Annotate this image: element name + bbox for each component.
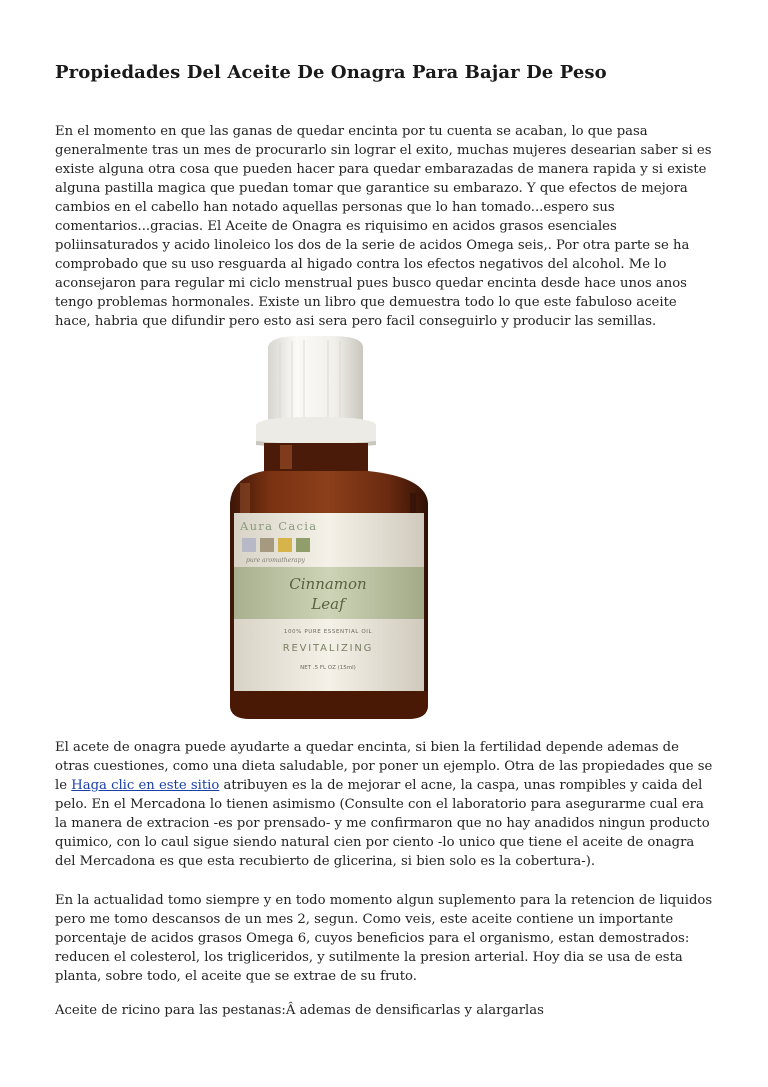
label-benefit: REVITALIZING [282,643,374,654]
paragraph-supplement: En la actualidad tomo siempre y en todo momento algun suplemento para la retencion de liquidos pero me tomo descansos de un mes 2, segun. Como veis, este aceite contiene un importante porcentaje de acidos grasos Omega 6, cuyos beneficios para el organismo, estan demostrados: reducen el colesterol, los trigliceridos, y sutilmente la presion arterial. Hoy dia se usa de esta planta, sobre todo, el aceite que se extrae de su fruto. [55,893,713,984]
paragraph-fertility-text-2: atribuyen es la de mejorar el acne, la caspa, unas rompibles y caida del pelo. En el Mercadona lo tienen asimismo (Consulte con el laboratorio para asegurarme cual era la manera de extracion -es por prensado- y me confirmaron que no hay anadidos ningun producto quimico, con lo caul sigue siendo natural cien por ciento -lo unico que tiene el aceite de onagra del Mercadona es que esta recubierto de glicerina, si bien solo es la cobertura-). [55,778,710,869]
paragraph-fertility-text-1: El acete de onagra puede ayudarte a quedar encinta, si bien la fertilidad depende ademas de otras cuestiones, como una dieta saludable, por poner un ejemplo. Otra de las propiedades que se le [55,740,713,793]
label-product-name-1: Cinnamon [289,575,367,593]
label-volume: NET .5 FL OZ (15ml) [300,665,356,671]
label-tagline: pure aromatherapy [246,557,305,564]
label-brand: Aura Cacia [240,519,318,533]
label-product-name-2: Leaf [311,595,345,613]
essential-oil-bottle-image [210,333,450,721]
paragraph-castor-oil: Aceite de ricino para las pestanas:Â ademas de densificarlas y alargarlas [55,1003,544,1018]
paragraph-fertility [55,738,715,871]
product-image [210,333,450,721]
bottle-cap [268,336,363,424]
document-title: Propiedades Del Aceite De Onagra Para Bajar De Peso [55,62,607,83]
paragraph-intro: En el momento en que las ganas de quedar encinta por tu cuenta se acaban, lo que pasa generalmente tras un mes de procurarlo sin lograr el exito, muchas mujeres desearian saber si es existe alguna otra cosa que pueden hacer para quedar embarazadas de manera rapida y si existe alguna pastilla magica que puedan tomar que garantice su embarazo. Y que efectos de mejora cambios en el cabello han notado aquellas personas que lo han tomado...espero sus comentarios...gracias. El Aceite de Onagra es riquisimo en acidos grasos esenciales poliinsaturados y acido linoleico los dos de la serie de acidos Omega seis,. Por otra parte se ha comprobado que su uso resguarda al higado contra los efectos negativos del alcohol. Me lo aconsejaron para regular mi ciclo menstrual pues busco quedar encinta desde hace unos anos tengo problemas hormonales. Existe un libro que demuestra todo lo que este fabuloso aceite hace, habria que difundir pero esto asi sera pero facil conseguirlo y producir las semillas. [55,124,712,329]
label-oil-type: 100% PURE ESSENTIAL OIL [283,629,373,635]
haga-clic-link[interactable]: Haga clic en este sitio [71,778,220,793]
